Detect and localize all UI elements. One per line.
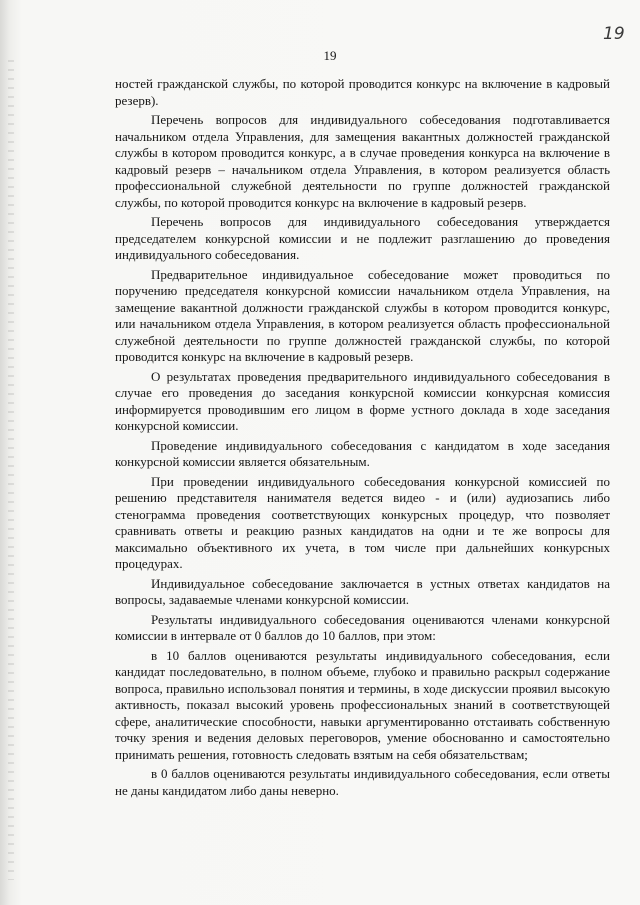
paragraph: Перечень вопросов для индивидуального собеседования утверждается председателем конкурсной комиссии и не подлежит разглашению до проведения индивидуального собеседования. bbox=[115, 214, 610, 262]
paragraph: в 0 баллов оцениваются результаты индивидуального собеседования, если ответы не даны кандидатом либо даны неверно. bbox=[115, 766, 610, 798]
paragraph: Проведение индивидуального собеседования с кандидатом в ходе заседания конкурсной комиссии является обязательным. bbox=[115, 437, 610, 469]
page-number: 19 bbox=[323, 48, 337, 63]
paragraph: Индивидуальное собеседование заключается в устных ответах кандидатов на вопросы, задаваемые членами конкурсной комиссии. bbox=[115, 575, 610, 607]
paragraph: О результатах проведения предварительного индивидуального собеседования в случае его проведения до заседания конкурсной комиссии конкурсная комиссия информируется проводившим его лицом в форме устного доклада в ходе заседания конкурсной комиссии. bbox=[115, 368, 610, 433]
paragraph: Результаты индивидуального собеседования оцениваются членами конкурсной комиссии в интервале от 0 баллов до 10 баллов, при этом: bbox=[115, 611, 610, 643]
paragraph: При проведении индивидуального собеседования конкурсной комиссией по решению представителя нанимателя ведется видео - и (или) аудиозапись либо стенограмма проведения соответствующих конкурсных процедур, что позволяет сравнивать ответы и реакцию разных кандидатов на одни и те же вопросы для максимально объективного их учета, в том числе при дальнейших конкурсных процедурах. bbox=[115, 473, 610, 571]
scan-edge-shadow bbox=[8, 60, 14, 880]
paragraph: Перечень вопросов для индивидуального собеседования подготавливается начальником отдела Управления, для замещения вакантных должностей гражданской службы в котором проводится конкурс, а в случае проведения конкурса на включение в кадровый резерв – начальником отдела Управления, в котором реализуется область профессиональной служебной деятельности по группе должностей гражданской службы, по которой проводится конкурс на включение в кадровый резерв. bbox=[115, 112, 610, 210]
paragraph: Предварительное индивидуальное собеседование может проводиться по поручению председателя конкурсной комиссии начальником отдела Управления, на замещение вакантной должности гражданской службы в котором проводится конкурс, или начальником отдела Управления, в котором реализуется область профессиональной служебной деятельности по группе должностей гражданской службы, по которой проводится конкурс на включение в кадровый резерв. bbox=[115, 266, 610, 364]
paragraph: в 10 баллов оцениваются результаты индивидуального собеседования, если кандидат последовательно, в полном объеме, глубоко и правильно раскрыл содержание вопроса, правильно использовал понятия и термины, в ходе дискуссии проявил высокую активность, показал высокий уровень профессиональных знаний в соответствующей сфере, аналитические способности, навыки аргументированно отстаивать собственную точку зрения и ведения деловых переговоров, умение обоснованно и самостоятельно принимать решения, готовность следовать взятым на себя обязательствам; bbox=[115, 647, 610, 762]
paragraph: ностей гражданской службы, по которой проводится конкурс на включение в кадровый резерв). bbox=[115, 76, 610, 108]
document-body bbox=[115, 76, 610, 802]
handwritten-page-number: 19 bbox=[603, 24, 625, 44]
